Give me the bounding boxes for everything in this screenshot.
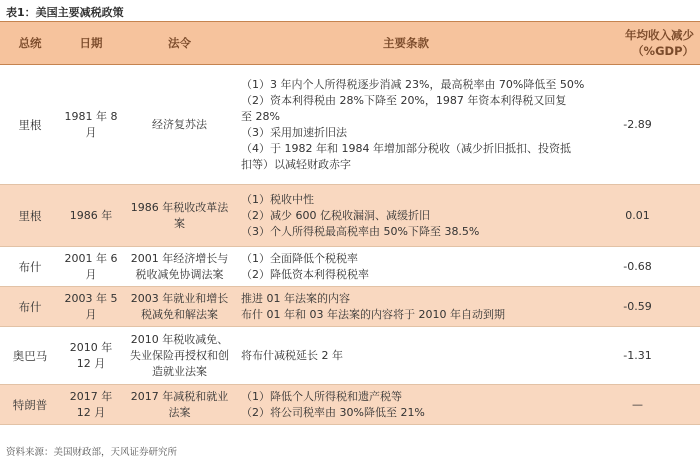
term-item: （1）税收中性 [241,192,314,206]
cell-law: 经济复苏法 [122,65,237,185]
cell-revenue: -1.31 [575,327,700,385]
tax-cut-policy-table [0,21,700,425]
term-item: （2）降低资本利得税税率 [241,267,369,281]
table-row [0,65,700,185]
cell-president: 特朗普 [0,385,60,425]
term-item: 将布什减税延长 2 年 [241,348,343,362]
cell-revenue: — [575,385,700,425]
term-item: （4）于 1982 年和 1984 年增加部分税收（减少折旧抵扣、投资抵扣等）以减轻财政赤字 [241,141,571,171]
term-item: （1）降低个人所得税和遗产税等 [241,389,402,403]
term-item: （2）将公司税率由 30%降低至 21% [241,405,425,419]
cell-terms [237,327,575,385]
cell-revenue: -2.89 [575,65,700,185]
cell-date: 2017 年 12 月 [60,385,122,425]
cell-terms [237,247,575,287]
term-item: （1）全面降低个税税率 [241,251,358,265]
cell-president: 布什 [0,247,60,287]
header-terms: 主要条款 [237,22,575,65]
term-item: （1）3 年内个人所得税逐步消减 23%，最高税率由 70%降低至 50% [241,77,585,91]
header-revenue: 年均收入减少（%GDP） [575,22,700,65]
cell-date: 2001 年 6 月 [60,247,122,287]
term-item: （2）资本利得税由 28%下降至 20%，1987 年资本利得税又回复至 28% [241,93,567,123]
source-note: 资料来源：美国财政部，天风证券研究所 [6,447,178,458]
cell-revenue: -0.59 [575,287,700,327]
term-item: （3）个人所得税最高税率由 50%下降至 38.5% [241,224,480,238]
cell-law: 2010 年税收减免、失业保险再授权和创造就业法案 [122,327,237,385]
header-date: 日期 [60,22,122,65]
cell-date: 2003 年 5 月 [60,287,122,327]
term-item: （2）减少 600 亿税收漏洞、减缓折旧 [241,208,430,222]
term-item: 推进 01 年法案的内容 [241,291,350,305]
cell-revenue: 0.01 [575,185,700,247]
cell-law: 1986 年税收改革法案 [122,185,237,247]
table-caption: 表1：美国主要减税政策 [6,6,124,19]
cell-date: 1981 年 8 月 [60,65,122,185]
cell-date: 1986 年 [60,185,122,247]
cell-law: 2001 年经济增长与税收减免协调法案 [122,247,237,287]
table-row [0,247,700,287]
cell-law: 2017 年减税和就业法案 [122,385,237,425]
cell-terms [237,65,585,185]
table-row [0,185,700,247]
cell-law: 2003 年就业和增长税减免和解法案 [122,287,237,327]
term-item: （3）采用加速折旧法 [241,125,347,139]
cell-president: 奥巴马 [0,327,60,385]
table-header-row [0,22,700,65]
table-row [0,385,700,425]
cell-president: 里根 [0,65,60,185]
cell-date: 2010 年 12 月 [60,327,122,385]
cell-president: 里根 [0,185,60,247]
term-item: 布什 01 年和 03 年法案的内容将于 2010 年自动到期 [241,307,505,321]
cell-terms [237,185,575,247]
table-row [0,327,700,385]
cell-terms [237,385,575,425]
cell-revenue: -0.68 [575,247,700,287]
table-row [0,287,700,327]
header-president: 总统 [0,22,60,65]
cell-terms [237,287,575,327]
header-law: 法令 [122,22,237,65]
cell-president: 布什 [0,287,60,327]
